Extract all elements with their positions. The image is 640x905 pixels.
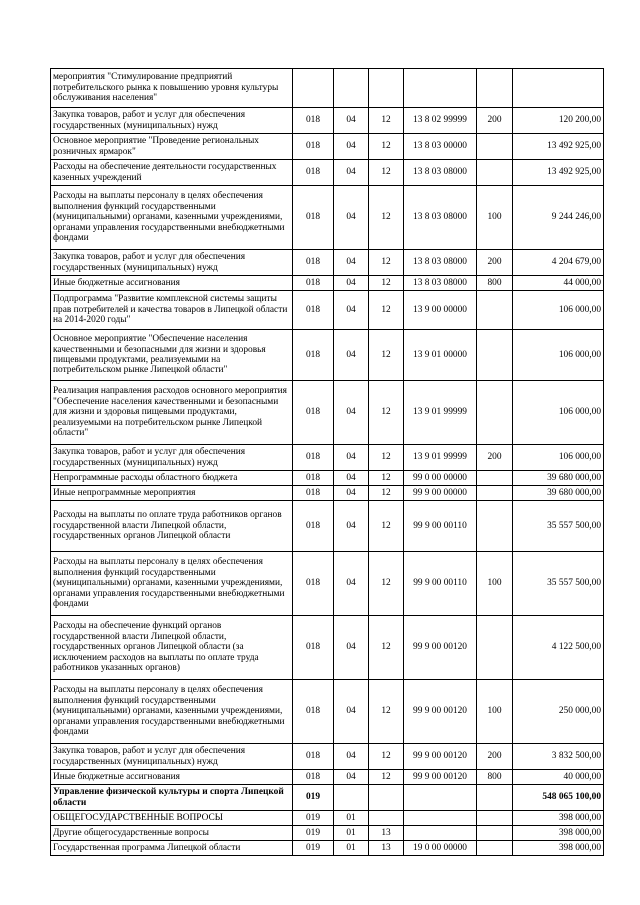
- section-code-cell: 01: [334, 811, 369, 826]
- target-article-cell: 13 9 00 00000: [404, 291, 477, 330]
- department-code-cell: 018: [293, 486, 334, 501]
- table-row: [51, 744, 604, 770]
- table-row: [51, 330, 604, 381]
- department-code-cell: 019: [293, 826, 334, 841]
- section-code-cell: 04: [334, 108, 369, 134]
- amount-cell: 106 000,00: [513, 291, 604, 330]
- section-code-cell: 04: [334, 381, 369, 445]
- target-article-cell: 13 9 01 00000: [404, 330, 477, 381]
- expense-type-cell: [477, 826, 513, 841]
- section-code-cell: 01: [334, 841, 369, 856]
- table-row: [51, 291, 604, 330]
- table-row: [51, 486, 604, 501]
- subsection-code-cell: 12: [369, 291, 404, 330]
- target-article-cell: [404, 826, 477, 841]
- amount-cell: 4 204 679,00: [513, 250, 604, 276]
- target-article-cell: 13 8 03 08000: [404, 276, 477, 291]
- table-row: [51, 160, 604, 186]
- section-code-cell: 04: [334, 552, 369, 616]
- expense-name-cell: Расходы на выплаты по оплате труда работников органов государственной власти Липецкой области, государственных органов Липецкой области: [51, 501, 293, 552]
- amount-cell: 35 557 500,00: [513, 552, 604, 616]
- table-row: [51, 445, 604, 471]
- amount-cell: [513, 69, 604, 108]
- target-article-cell: 99 0 00 00000: [404, 471, 477, 486]
- section-code-cell: 04: [334, 471, 369, 486]
- expense-name-cell: Расходы на выплаты персоналу в целях обеспечения выполнения функций государственными (муниципальными) органами, казенными учреждениями, органами управления государственными внебюджетными фондами: [51, 552, 293, 616]
- department-code-cell: 019: [293, 841, 334, 856]
- subsection-code-cell: [369, 811, 404, 826]
- section-code-cell: 04: [334, 160, 369, 186]
- department-code-cell: 018: [293, 291, 334, 330]
- expense-name-cell: Подпрограмма "Развитие комплексной системы защиты прав потребителей и качества товаров в Липецкой области на 2014-2020 годы": [51, 291, 293, 330]
- table-row: [51, 276, 604, 291]
- expense-type-cell: 800: [477, 276, 513, 291]
- department-code-cell: 018: [293, 552, 334, 616]
- subsection-code-cell: 12: [369, 501, 404, 552]
- subsection-code-cell: 12: [369, 552, 404, 616]
- expense-type-cell: 100: [477, 680, 513, 744]
- target-article-cell: 19 0 00 00000: [404, 841, 477, 856]
- expense-name-cell: Иные бюджетные ассигнования: [51, 770, 293, 785]
- amount-cell: 4 122 500,00: [513, 616, 604, 680]
- subsection-code-cell: 12: [369, 770, 404, 785]
- section-code-cell: 04: [334, 445, 369, 471]
- target-article-cell: 99 9 00 00120: [404, 616, 477, 680]
- amount-cell: 40 000,00: [513, 770, 604, 785]
- amount-cell: 106 000,00: [513, 381, 604, 445]
- subsection-code-cell: 13: [369, 826, 404, 841]
- target-article-cell: 99 9 00 00120: [404, 744, 477, 770]
- department-code-cell: 018: [293, 330, 334, 381]
- expense-type-cell: 800: [477, 770, 513, 785]
- expense-name-cell: Расходы на выплаты персоналу в целях обеспечения выполнения функций государственными (муниципальными) органами, казенными учреждениями, органами управления государственными внебюджетными фондами: [51, 186, 293, 250]
- department-code-cell: 018: [293, 616, 334, 680]
- subsection-code-cell: [369, 785, 404, 811]
- subsection-code-cell: 12: [369, 381, 404, 445]
- amount-cell: 398 000,00: [513, 826, 604, 841]
- section-code-cell: 04: [334, 186, 369, 250]
- amount-cell: 44 000,00: [513, 276, 604, 291]
- table-row: [51, 501, 604, 552]
- expense-name-cell: Основное мероприятие "Обеспечение населения качественными и безопасными для жизни и здоровья пищевыми продуктами, реализуемыми на потребительском рынке Липецкой области": [51, 330, 293, 381]
- subsection-code-cell: 12: [369, 134, 404, 160]
- table-row: [51, 552, 604, 616]
- department-code-cell: [293, 69, 334, 108]
- expense-name-cell: Закупка товаров, работ и услуг для обеспечения государственных (муниципальных) нужд: [51, 445, 293, 471]
- expense-name-cell: Расходы на обеспечение функций органов государственной власти Липецкой области, государственных органов Липецкой области (за исключением расходов на выплаты по оплате труда работников указанных органов): [51, 616, 293, 680]
- section-code-cell: 04: [334, 486, 369, 501]
- department-code-cell: 018: [293, 134, 334, 160]
- table-row: [51, 186, 604, 250]
- target-article-cell: 99 9 00 00120: [404, 680, 477, 744]
- subsection-code-cell: 12: [369, 445, 404, 471]
- target-article-cell: 99 9 00 00000: [404, 486, 477, 501]
- expense-type-cell: [477, 471, 513, 486]
- department-code-cell: 018: [293, 108, 334, 134]
- amount-cell: 9 244 246,00: [513, 186, 604, 250]
- target-article-cell: 13 9 01 99999: [404, 381, 477, 445]
- subsection-code-cell: 12: [369, 680, 404, 744]
- expense-name-cell: Реализация направления расходов основного мероприятия "Обеспечение населения качественными и безопасными для жизни и здоровья пищевыми продуктами, реализуемыми на потребительском рынке Липецкой области": [51, 381, 293, 445]
- expense-type-cell: [477, 69, 513, 108]
- budget-table-body: [51, 69, 604, 856]
- department-code-cell: 018: [293, 186, 334, 250]
- expense-type-cell: [477, 160, 513, 186]
- department-code-cell: 018: [293, 770, 334, 785]
- department-code-cell: 018: [293, 276, 334, 291]
- expense-type-cell: 200: [477, 445, 513, 471]
- expense-name-cell: Основное мероприятие "Проведение региональных розничных ярмарок": [51, 134, 293, 160]
- expense-name-cell: ОБЩЕГОСУДАРСТВЕННЫЕ ВОПРОСЫ: [51, 811, 293, 826]
- amount-cell: 39 680 000,00: [513, 486, 604, 501]
- amount-cell: 548 065 100,00: [513, 785, 604, 811]
- expense-type-cell: [477, 291, 513, 330]
- department-code-cell: 019: [293, 785, 334, 811]
- expense-name-cell: Непрограммные расходы областного бюджета: [51, 471, 293, 486]
- expense-type-cell: [477, 501, 513, 552]
- expense-type-cell: [477, 381, 513, 445]
- target-article-cell: 99 9 00 00120: [404, 770, 477, 785]
- target-article-cell: 13 8 03 08000: [404, 250, 477, 276]
- expense-type-cell: 100: [477, 552, 513, 616]
- subsection-code-cell: 13: [369, 841, 404, 856]
- expense-type-cell: [477, 785, 513, 811]
- expense-type-cell: 100: [477, 186, 513, 250]
- target-article-cell: 13 9 01 99999: [404, 445, 477, 471]
- expense-type-cell: 200: [477, 744, 513, 770]
- section-code-cell: 04: [334, 330, 369, 381]
- section-code-cell: [334, 785, 369, 811]
- expense-type-cell: [477, 841, 513, 856]
- expense-name-cell: Расходы на выплаты персоналу в целях обеспечения выполнения функций государственными (муниципальными) органами, казенными учреждениями, органами управления государственными внебюджетными фондами: [51, 680, 293, 744]
- target-article-cell: 99 9 00 00110: [404, 552, 477, 616]
- expense-name-cell: Другие общегосударственные вопросы: [51, 826, 293, 841]
- target-article-cell: 13 8 02 99999: [404, 108, 477, 134]
- table-row: [51, 616, 604, 680]
- target-article-cell: 13 8 03 00000: [404, 134, 477, 160]
- target-article-cell: [404, 69, 477, 108]
- table-row: [51, 826, 604, 841]
- department-code-cell: 018: [293, 445, 334, 471]
- amount-cell: 398 000,00: [513, 841, 604, 856]
- section-code-cell: 04: [334, 770, 369, 785]
- amount-cell: 39 680 000,00: [513, 471, 604, 486]
- table-row: [51, 69, 604, 108]
- subsection-code-cell: 12: [369, 330, 404, 381]
- subsection-code-cell: 12: [369, 744, 404, 770]
- expense-name-cell: Иные непрограммные мероприятия: [51, 486, 293, 501]
- subsection-code-cell: 12: [369, 250, 404, 276]
- expense-name-cell: Закупка товаров, работ и услуг для обеспечения государственных (муниципальных) нужд: [51, 250, 293, 276]
- amount-cell: 398 000,00: [513, 811, 604, 826]
- table-row: [51, 811, 604, 826]
- amount-cell: 106 000,00: [513, 445, 604, 471]
- table-row: [51, 471, 604, 486]
- target-article-cell: 13 8 03 08000: [404, 186, 477, 250]
- expense-name-cell: Государственная программа Липецкой области: [51, 841, 293, 856]
- section-code-cell: 04: [334, 250, 369, 276]
- table-row: [51, 250, 604, 276]
- subsection-code-cell: 12: [369, 486, 404, 501]
- subsection-code-cell: 12: [369, 160, 404, 186]
- department-code-cell: 018: [293, 501, 334, 552]
- section-code-cell: 04: [334, 744, 369, 770]
- expense-type-cell: [477, 330, 513, 381]
- subsection-code-cell: 12: [369, 471, 404, 486]
- department-code-cell: 018: [293, 250, 334, 276]
- target-article-cell: 13 8 03 08000: [404, 160, 477, 186]
- table-row: [51, 770, 604, 785]
- subsection-code-cell: 12: [369, 276, 404, 291]
- amount-cell: 13 492 925,00: [513, 134, 604, 160]
- department-code-cell: 018: [293, 471, 334, 486]
- expense-name-cell: Иные бюджетные ассигнования: [51, 276, 293, 291]
- expense-type-cell: [477, 134, 513, 160]
- table-row: [51, 381, 604, 445]
- department-code-cell: 018: [293, 381, 334, 445]
- expense-name-cell: мероприятия "Стимулирование предприятий потребительского рынка к повышению уровня культуры обслуживания населения": [51, 69, 293, 108]
- section-code-cell: 04: [334, 501, 369, 552]
- section-code-cell: 04: [334, 134, 369, 160]
- expense-type-cell: 200: [477, 250, 513, 276]
- target-article-cell: [404, 811, 477, 826]
- expense-name-cell: Управление физической культуры и спорта Липецкой области: [51, 785, 293, 811]
- section-code-cell: 04: [334, 276, 369, 291]
- expense-type-cell: [477, 616, 513, 680]
- subsection-code-cell: [369, 69, 404, 108]
- department-code-cell: 018: [293, 160, 334, 186]
- amount-cell: 3 832 500,00: [513, 744, 604, 770]
- amount-cell: 120 200,00: [513, 108, 604, 134]
- table-row: [51, 108, 604, 134]
- department-code-cell: 018: [293, 744, 334, 770]
- subsection-code-cell: 12: [369, 616, 404, 680]
- table-row: [51, 841, 604, 856]
- expense-name-cell: Закупка товаров, работ и услуг для обеспечения государственных (муниципальных) нужд: [51, 108, 293, 134]
- department-code-cell: 019: [293, 811, 334, 826]
- budget-table: [50, 68, 604, 856]
- amount-cell: 250 000,00: [513, 680, 604, 744]
- expense-type-cell: 200: [477, 108, 513, 134]
- expense-name-cell: Расходы на обеспечение деятельности государственных казенных учреждений: [51, 160, 293, 186]
- amount-cell: 13 492 925,00: [513, 160, 604, 186]
- table-row: [51, 785, 604, 811]
- amount-cell: 35 557 500,00: [513, 501, 604, 552]
- section-code-cell: 04: [334, 291, 369, 330]
- expense-type-cell: [477, 486, 513, 501]
- target-article-cell: [404, 785, 477, 811]
- expense-name-cell: Закупка товаров, работ и услуг для обеспечения государственных (муниципальных) нужд: [51, 744, 293, 770]
- subsection-code-cell: 12: [369, 108, 404, 134]
- expense-type-cell: [477, 811, 513, 826]
- target-article-cell: 99 9 00 00110: [404, 501, 477, 552]
- department-code-cell: 018: [293, 680, 334, 744]
- section-code-cell: 01: [334, 826, 369, 841]
- table-row: [51, 680, 604, 744]
- section-code-cell: [334, 69, 369, 108]
- table-row: [51, 134, 604, 160]
- section-code-cell: 04: [334, 616, 369, 680]
- amount-cell: 106 000,00: [513, 330, 604, 381]
- subsection-code-cell: 12: [369, 186, 404, 250]
- section-code-cell: 04: [334, 680, 369, 744]
